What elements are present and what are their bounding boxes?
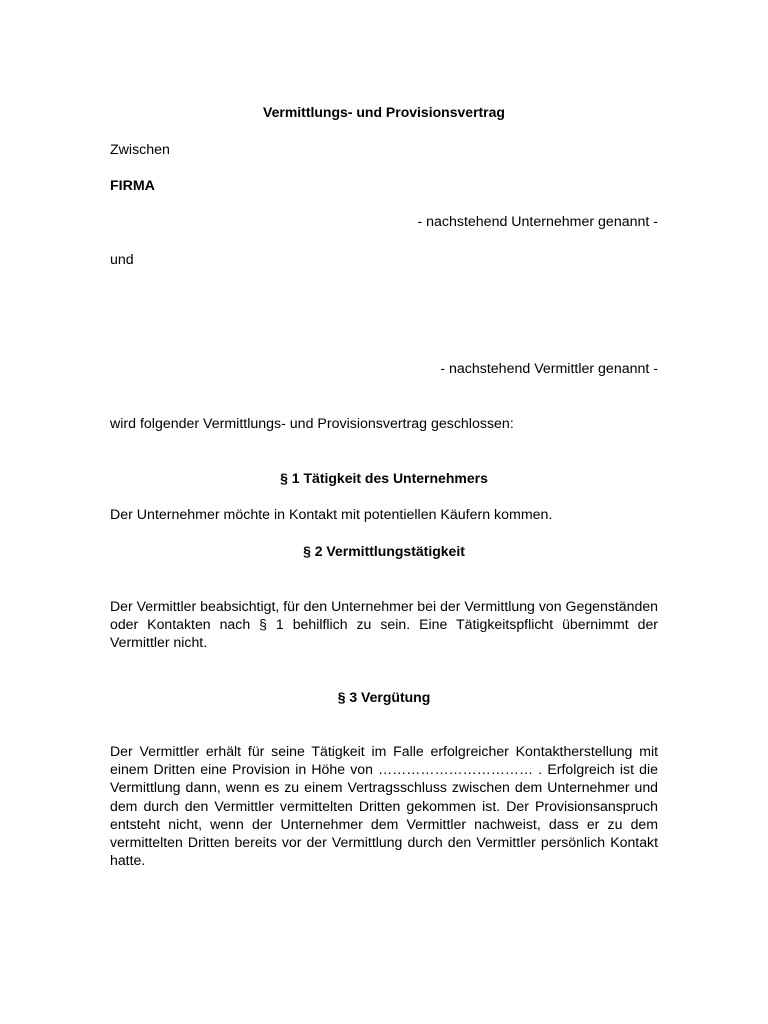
- section-1-text: Der Unternehmer möchte in Kontakt mit potentiellen Käufern kommen.: [110, 507, 553, 523]
- section-3-text: Der Vermittler erhält für seine Tätigkeit im Falle erfolgreicher Kontaktherstellung mit einem Dritten eine Provision in Höhe von …………………………… . Erfolgreich ist die Vermittlung dann, wenn es zu einem Vertragsschluss zwischen dem Unternehmer und dem durch den Vermittler vermittelten Dritten gekommen ist. Der Provisionsanspruch entsteht nicht, wenn der Unternehmer dem Vermittler nachweist, dass er zu dem vermittelten Dritten bereits vor der Vermittlung durch den Vermittler persönlich Kontakt hatte.: [110, 743, 658, 869]
- and-label: und: [110, 252, 134, 268]
- document-title: Vermittlungs- und Provisionsvertrag: [263, 104, 505, 120]
- entrepreneur-note: - nachstehend Unternehmer genannt -: [417, 214, 658, 230]
- section-2-text: Der Vermittler beabsichtigt, für den Unternehmer bei der Vermittlung von Gegenständen oder Kontakten nach § 1 behilflich zu sein. Eine Tätigkeitspflicht übernimmt der Vermittler nicht.: [110, 598, 658, 651]
- section-3-heading: § 3 Vergütung: [337, 689, 431, 705]
- agent-note: - nachstehend Vermittler genannt -: [440, 361, 658, 377]
- section-2-heading: § 2 Vermittlungstätigkeit: [303, 543, 465, 559]
- contract-statement: wird folgender Vermittlungs- und Provisionsvertrag geschlossen:: [110, 416, 514, 432]
- between-label: Zwischen: [110, 142, 170, 158]
- section-1-heading: § 1 Tätigkeit des Unternehmers: [280, 470, 488, 486]
- company-name: FIRMA: [110, 178, 155, 194]
